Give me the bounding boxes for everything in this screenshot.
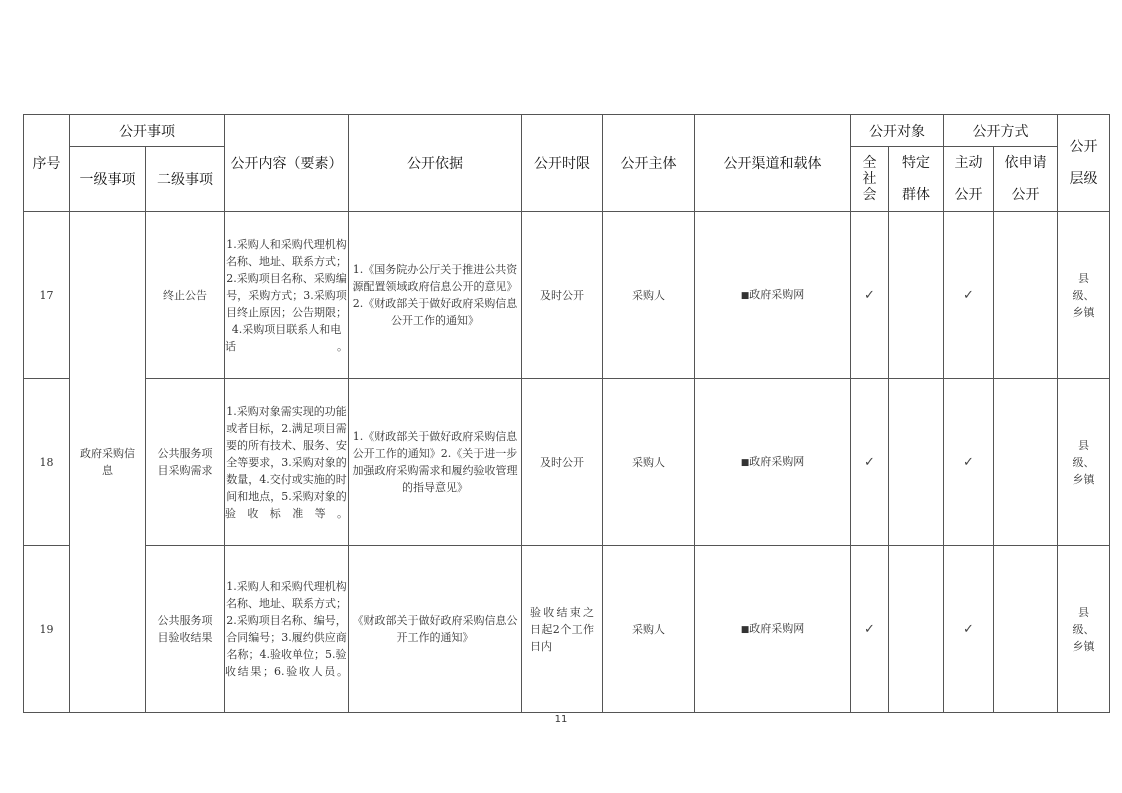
- row-scope: 县级、乡镇: [1058, 212, 1110, 379]
- header-basis: 公开依据: [349, 115, 522, 212]
- header-method-group: 公开方式: [944, 115, 1058, 147]
- row-channel: [695, 546, 851, 713]
- row-target-all-check: ✓: [851, 546, 889, 713]
- row-channel-text: 政府采购网: [749, 287, 805, 301]
- row-time: 及时公开: [522, 379, 603, 546]
- row-basis: 1.《国务院办公厅关于推进公共资源配置领域政府信息公开的意见》2.《财政部关于做好政府采购信息公开工作的通知》: [349, 212, 522, 379]
- row-content: 1.采购对象需实现的功能或者目标，2.满足项目需要的所有技术、服务、安全等要求，3.采购对象的数量，4.交付或实施的时间和地点，5.采购对象的验收标准等。: [225, 379, 349, 546]
- header-target-group: 公开对象: [851, 115, 944, 147]
- row-method-apply: [994, 379, 1058, 546]
- header-target-all: [851, 147, 889, 212]
- header-method-active-line1: 主动: [954, 155, 983, 171]
- row-method-active-check: ✓: [944, 546, 994, 713]
- row-basis: 《财政部关于做好政府采购信息公开工作的通知》: [349, 546, 522, 713]
- row-level2: 公共服务项目采购需求: [146, 379, 225, 546]
- header-content: 公开内容（要素）: [225, 115, 349, 212]
- header-target-specific-line1: 特定: [902, 155, 930, 171]
- header-level2: 二级事项: [146, 147, 225, 212]
- page-number: 11: [554, 714, 568, 725]
- header-subject: 公开主体: [603, 115, 695, 212]
- row-target-specific: [889, 212, 944, 379]
- row-channel-text: 政府采购网: [749, 621, 805, 635]
- row-target-all-check: ✓: [851, 212, 889, 379]
- row-channel: [695, 379, 851, 546]
- table-row: [24, 212, 1110, 379]
- row-subject: 采购人: [603, 212, 695, 379]
- table-row: [24, 379, 1110, 546]
- filled-square-icon: ■: [740, 290, 750, 301]
- row-content: 1.采购人和采购代理机构名称、地址、联系方式；2.采购项目名称、编号，合同编号；3.履约供应商名称；4.验收单位；5.验收结果；6.验收人员。: [225, 546, 349, 713]
- row-method-apply: [994, 546, 1058, 713]
- row-channel-text: 政府采购网: [749, 454, 805, 468]
- header-method-apply: [994, 147, 1058, 212]
- header-channel: 公开渠道和载体: [695, 115, 851, 212]
- header-method-active: [944, 147, 994, 212]
- row-time: 验收结束之日起2个工作日内: [522, 546, 603, 713]
- row-subject: 采购人: [603, 546, 695, 713]
- row-seq: 17: [24, 212, 70, 379]
- row-scope: 县级、乡镇: [1058, 379, 1110, 546]
- header-items-group: 公开事项: [70, 115, 225, 147]
- row-target-specific: [889, 546, 944, 713]
- row-scope: 县级、乡镇: [1058, 546, 1110, 713]
- row-basis: 1.《财政部关于做好政府采购信息公开工作的通知》2.《关于进一步加强政府采购需求和履约验收管理的指导意见》: [349, 379, 522, 546]
- header-level1: 一级事项: [70, 147, 146, 212]
- header-target-specific-line2: 群体: [902, 187, 930, 203]
- filled-square-icon: ■: [740, 457, 750, 468]
- row-method-active-check: ✓: [944, 212, 994, 379]
- disclosure-table: [23, 114, 1110, 713]
- header-target-all-text: 全社会: [862, 155, 877, 203]
- header-scope: [1058, 115, 1110, 212]
- row-level2: 公共服务项目验收结果: [146, 546, 225, 713]
- table-row: [24, 546, 1110, 713]
- row-channel: [695, 212, 851, 379]
- row-time: 及时公开: [522, 212, 603, 379]
- header-scope-line2: 层级: [1069, 171, 1098, 187]
- row-target-all-check: ✓: [851, 379, 889, 546]
- row-subject: 采购人: [603, 379, 695, 546]
- row-level2: 终止公告: [146, 212, 225, 379]
- header-scope-line1: 公开: [1069, 139, 1098, 155]
- level1-cell: 政府采购信息: [70, 212, 146, 713]
- header-method-apply-line2: 公开: [1011, 187, 1040, 203]
- filled-square-icon: ■: [740, 624, 750, 635]
- header-seq: 序号: [24, 115, 70, 212]
- row-method-active-check: ✓: [944, 379, 994, 546]
- row-content: 1.采购人和采购代理机构名称、地址、联系方式；2.采购项目名称、采购编号，采购方式；3.采购项目终止原因；公告期限；4.采购项目联系人和电话。: [225, 212, 349, 379]
- row-target-specific: [889, 379, 944, 546]
- header-time: 公开时限: [522, 115, 603, 212]
- row-seq: 18: [24, 379, 70, 546]
- header-method-apply-line1: 依申请: [1004, 155, 1047, 171]
- header-method-active-line2: 公开: [954, 187, 983, 203]
- row-seq: 19: [24, 546, 70, 713]
- row-method-apply: [994, 212, 1058, 379]
- header-target-specific: [889, 147, 944, 212]
